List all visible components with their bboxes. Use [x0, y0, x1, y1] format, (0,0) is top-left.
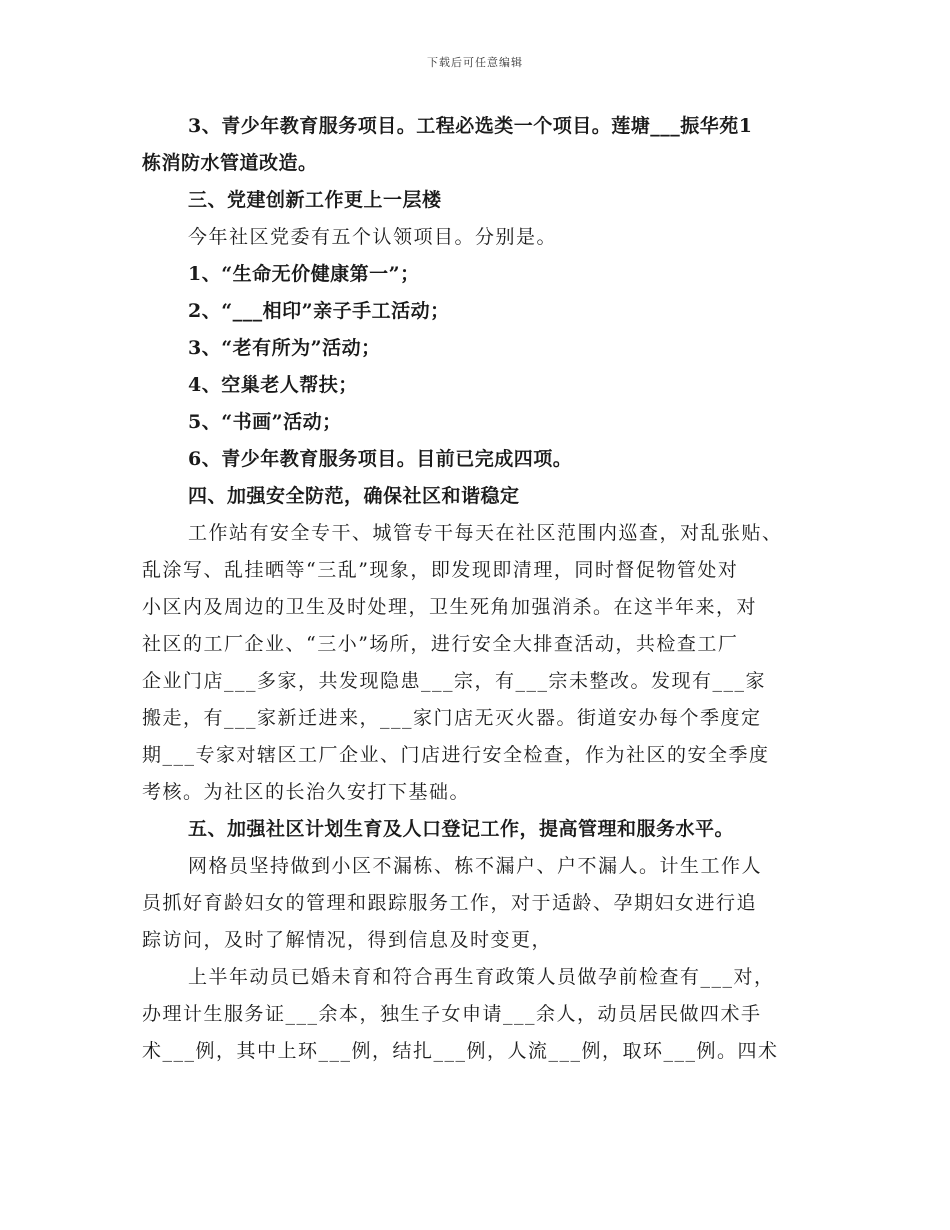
text-line: 员抓好育龄妇女的管理和跟踪服务工作，对于适龄、孕期妇女进行追	[142, 892, 758, 914]
list-item: 3、“老有所为”活动；	[188, 337, 381, 359]
text-line: 踪访问，及时了解情况，得到信息及时变更，	[142, 929, 553, 951]
section-heading: 四、加强安全防范，确保社区和谐稳定	[188, 485, 520, 507]
list-item: 5、“书画”活动；	[188, 411, 342, 433]
text-line: 考核。为社区的长治久安打下基础。	[142, 781, 471, 803]
page-header: 下载后可任意编辑	[427, 56, 523, 69]
text-line: 术___例，其中上环___例，结扎___例，人流___例，取环___例。四术	[142, 1040, 779, 1062]
text-line: 上半年动员已婚未育和符合再生育政策人员做孕前检查有___对，	[188, 966, 775, 988]
text-line: 企业门店___多家，共发现隐患___宗，有___宗未整改。发现有___家	[142, 670, 767, 692]
text-line: 网格员坚持做到小区不漏栋、栋不漏户、户不漏人。计生工作人	[188, 855, 763, 877]
list-item: 1、“生命无价健康第一”；	[188, 263, 420, 285]
text-line: 今年社区党委有五个认领项目。分别是。	[188, 226, 558, 248]
list-item: 6、青少年教育服务项目。目前已完成四项。	[188, 448, 573, 470]
text-line: 社区的工厂企业、“三小”场所，进行安全大排查活动，共检查工厂	[142, 633, 739, 655]
section-heading: 五、加强社区计划生育及人口登记工作，提高管理和服务水平。	[188, 818, 735, 840]
text-line: 栋消防水管道改造。	[142, 152, 318, 174]
text-line: 乱涂写、乱挂晒等“三乱”现象，即发现即清理，同时督促物管处对	[142, 559, 739, 581]
list-item: 2、“___相印”亲子手工活动；	[188, 300, 450, 322]
text-line: 工作站有安全专干、城管专干每天在社区范围内巡查，对乱张贴、	[188, 522, 783, 544]
document-body	[142, 108, 814, 1070]
text-line: 3、青少年教育服务项目。工程必选类一个项目。莲塘___振华苑1	[188, 115, 753, 137]
text-line: 办理计生服务证___余本，独生子女申请___余人，动员居民做四术手	[142, 1003, 762, 1025]
text-line: 小区内及周边的卫生及时处理，卫生死角加强消杀。在这半年来，对	[142, 596, 758, 618]
text-line: 搬走，有___家新迁进来，___家门店无灭火器。街道安办每个季度定	[142, 707, 762, 729]
section-heading: 三、党建创新工作更上一层楼	[188, 189, 442, 211]
list-item: 4、空巢老人帮扶；	[188, 374, 358, 396]
text-line: 期___专家对辖区工厂企业、门店进行安全检查，作为社区的安全季度	[142, 744, 770, 766]
